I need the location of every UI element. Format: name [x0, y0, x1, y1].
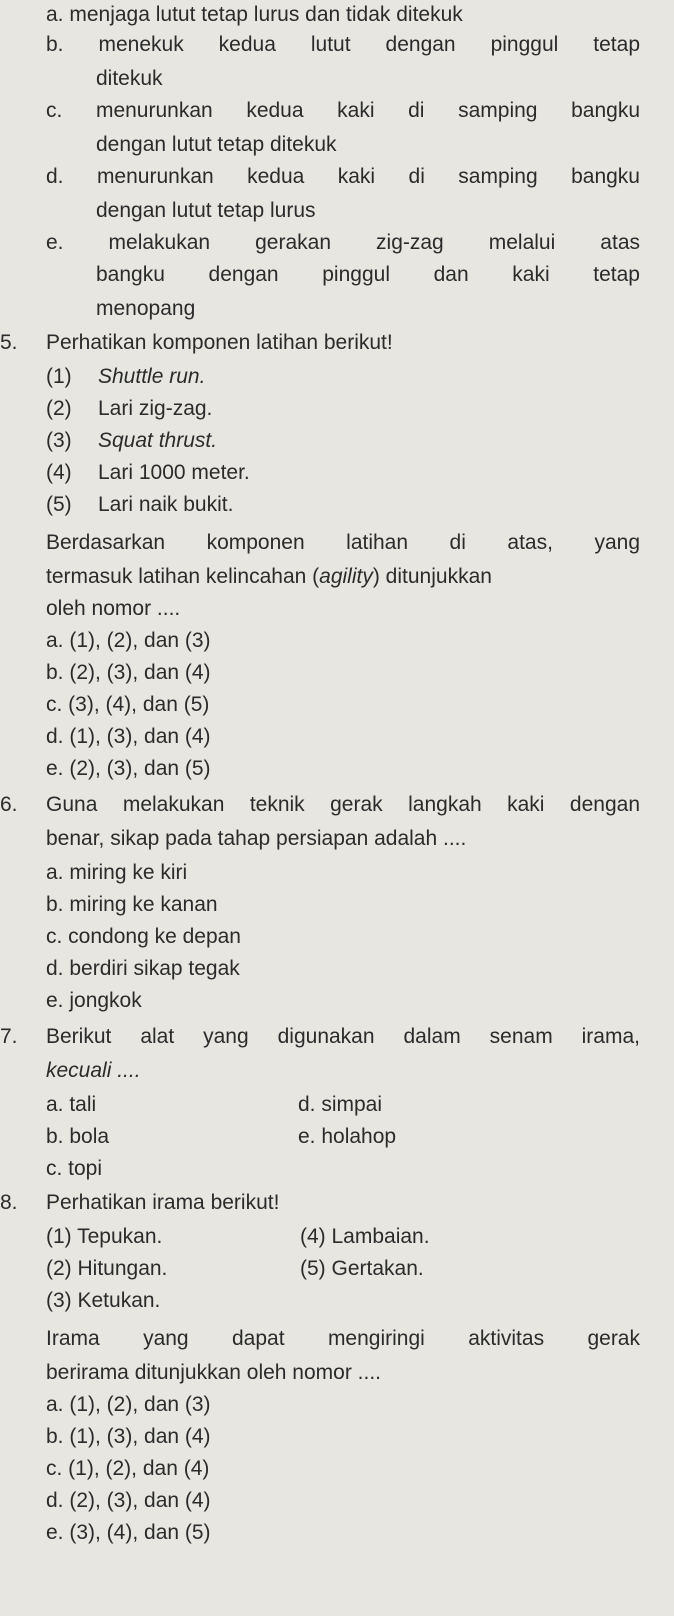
- q7-option-d: d. simpai: [298, 1093, 383, 1116]
- q5-option-c: c. (3), (4), dan (5): [46, 693, 210, 716]
- q8-option-d: d. (2), (3), dan (4): [46, 1489, 211, 1512]
- q8-item-2: (2) Hitungan.: [46, 1257, 168, 1280]
- q4-option-b-line1: b. menekuk kedua lutut dengan pinggul tetap: [46, 33, 640, 56]
- q7-option-c: c. topi: [46, 1157, 103, 1180]
- q5-stem: Perhatikan komponen latihan berikut!: [46, 331, 393, 354]
- q8-question-line1: Irama yang dapat mengiringi aktivitas gerak: [46, 1327, 640, 1350]
- q4-option-b-line2: ditekuk: [96, 67, 163, 90]
- q5-question-line1: Berdasarkan komponen latihan di atas, yang: [46, 531, 640, 554]
- q7-number: 7.: [0, 1025, 18, 1048]
- q4-option-d-line1: d. menurunkan kedua kaki di samping bangku: [46, 165, 640, 188]
- q8-stem: Perhatikan irama berikut!: [46, 1191, 280, 1214]
- q4-option-c-line1: c. menurunkan kedua kaki di samping bangku: [46, 99, 640, 122]
- q7-stem-line2: kecuali ....: [46, 1059, 141, 1082]
- q5-item-3-number: (3): [46, 429, 72, 452]
- q8-item-3: (3) Ketukan.: [46, 1289, 161, 1312]
- q5-item-5: Lari naik bukit.: [98, 493, 234, 516]
- q8-number: 8.: [0, 1191, 18, 1214]
- q6-stem-line2: benar, sikap pada tahap persiapan adalah ....: [46, 827, 467, 850]
- q6-number: 6.: [0, 793, 18, 816]
- q7-option-a: a. tali: [46, 1093, 97, 1116]
- q4-option-c-line2: dengan lutut tetap ditekuk: [96, 133, 337, 156]
- q5-question-line3: oleh nomor ....: [46, 597, 181, 620]
- q5-item-4-number: (4): [46, 461, 72, 484]
- q6-stem-line1: Guna melakukan teknik gerak langkah kaki dengan: [46, 793, 640, 816]
- q5-question-line2: termasuk latihan kelincahan (agility) ditunjukkan: [46, 565, 492, 588]
- q5-option-b: b. (2), (3), dan (4): [46, 661, 211, 684]
- q4-option-e-line1: e. melakukan gerakan zig-zag melalui atas: [46, 231, 640, 254]
- q4-option-a: a. menjaga lutut tetap lurus dan tidak ditekuk: [46, 3, 463, 26]
- q8-item-5: (5) Gertakan.: [300, 1257, 424, 1280]
- q6-option-c: c. condong ke depan: [46, 925, 241, 948]
- q7-option-e: e. holahop: [298, 1125, 397, 1148]
- q6-option-a: a. miring ke kiri: [46, 861, 188, 884]
- q8-option-e: e. (3), (4), dan (5): [46, 1521, 211, 1544]
- q5-item-2-number: (2): [46, 397, 72, 420]
- q7-stem-line1: Berikut alat yang digunakan dalam senam irama,: [46, 1025, 640, 1048]
- q5-item-2: Lari zig-zag.: [98, 397, 213, 420]
- q8-option-c: c. (1), (2), dan (4): [46, 1457, 210, 1480]
- q6-option-e: e. jongkok: [46, 989, 142, 1012]
- q7-option-b: b. bola: [46, 1125, 110, 1148]
- q6-option-d: d. berdiri sikap tegak: [46, 957, 240, 980]
- q5-item-5-number: (5): [46, 493, 72, 516]
- q5-item-1-number: (1): [46, 365, 72, 388]
- q8-item-4: (4) Lambaian.: [300, 1225, 430, 1248]
- q5-option-a: a. (1), (2), dan (3): [46, 629, 211, 652]
- q4-option-e-line3: menopang: [96, 297, 196, 320]
- q8-item-1: (1) Tepukan.: [46, 1225, 163, 1248]
- q5-number: 5.: [0, 331, 18, 354]
- q4-option-d-line2: dengan lutut tetap lurus: [96, 199, 316, 222]
- q5-option-d: d. (1), (3), dan (4): [46, 725, 211, 748]
- q5-item-4: Lari 1000 meter.: [98, 461, 250, 484]
- q5-item-3: Squat thrust.: [98, 429, 218, 452]
- q8-option-b: b. (1), (3), dan (4): [46, 1425, 211, 1448]
- q5-item-1: Shuttle run.: [98, 365, 206, 388]
- q8-option-a: a. (1), (2), dan (3): [46, 1393, 211, 1416]
- q6-option-b: b. miring ke kanan: [46, 893, 218, 916]
- q8-question-line2: berirama ditunjukkan oleh nomor ....: [46, 1361, 382, 1384]
- q5-option-e: e. (2), (3), dan (5): [46, 757, 211, 780]
- q4-option-e-line2: bangku dengan pinggul dan kaki tetap: [96, 263, 640, 286]
